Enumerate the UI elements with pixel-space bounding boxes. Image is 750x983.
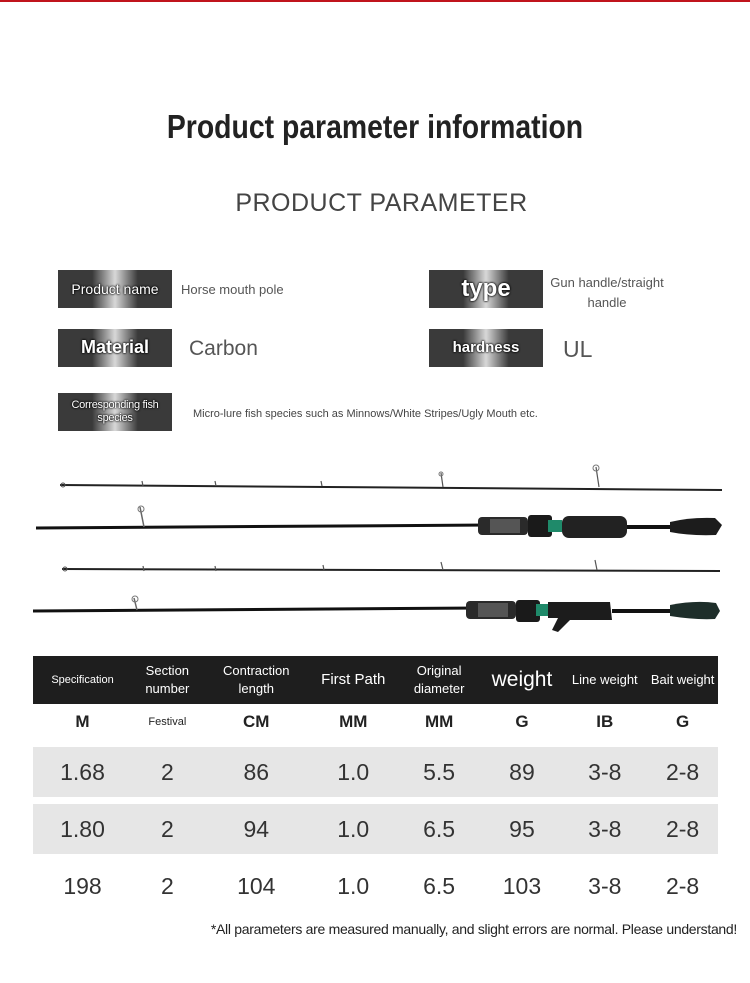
header-specification: Specification bbox=[33, 656, 132, 704]
cell: 5.5 bbox=[397, 747, 482, 797]
cell: 3-8 bbox=[588, 872, 622, 899]
table-row bbox=[33, 747, 718, 797]
cell: 103 bbox=[502, 872, 542, 899]
type-value: Gun handle/straight handle bbox=[550, 275, 664, 310]
header-bait-weight: Bait weight bbox=[647, 656, 718, 704]
unit-cell: G bbox=[515, 712, 529, 731]
material-value: Carbon bbox=[189, 337, 258, 360]
table-header-row bbox=[33, 656, 718, 704]
cell: 2-8 bbox=[647, 804, 718, 854]
unit-cell: Festival bbox=[148, 716, 187, 728]
cell: 1.0 bbox=[337, 872, 370, 899]
unit-cell: MM bbox=[339, 712, 368, 731]
unit-cell: CM bbox=[243, 712, 270, 731]
unit-cell: IB bbox=[596, 712, 614, 731]
cell: 2 bbox=[132, 747, 203, 797]
cell: 1.80 bbox=[33, 804, 132, 854]
product-name-label: Product name bbox=[58, 270, 172, 308]
page-title: Product parameter information bbox=[166, 108, 584, 145]
type-label: type bbox=[429, 270, 543, 308]
cell: 3-8 bbox=[562, 747, 647, 797]
fish-species-value: Micro-lure fish species such as Minnows/White Stripes/Ugly Mouth etc. bbox=[193, 408, 538, 420]
table-row bbox=[33, 861, 718, 911]
cell: 104 bbox=[237, 872, 276, 899]
unit-cell: MM bbox=[424, 712, 454, 731]
page-subtitle: PRODUCT PARAMETER bbox=[235, 189, 528, 217]
cell: 2-8 bbox=[665, 872, 700, 899]
cell: 1.68 bbox=[33, 747, 132, 797]
unit-cell: G bbox=[675, 712, 690, 731]
material-label: Material bbox=[58, 329, 172, 367]
cell: 198 bbox=[63, 872, 102, 899]
top-accent-line bbox=[0, 0, 750, 2]
hardness-value: UL bbox=[563, 336, 593, 362]
rod-2-butt-section bbox=[33, 596, 720, 632]
cell: 95 bbox=[482, 804, 563, 854]
cell: 86 bbox=[203, 747, 310, 797]
header-original-diameter: Original diameter bbox=[397, 656, 482, 704]
table-row bbox=[33, 804, 718, 854]
unit-cell: M bbox=[75, 712, 90, 731]
cell: 2 bbox=[132, 804, 203, 854]
rod-1-butt-section bbox=[36, 506, 722, 538]
header-first-path: First Path bbox=[310, 656, 397, 704]
cell: 6.5 bbox=[423, 872, 456, 899]
rod-2-tip-section bbox=[62, 560, 720, 571]
footnote: *All parameters are measured manually, and slight errors are normal. Please understand! bbox=[210, 921, 737, 937]
cell: 2 bbox=[160, 872, 174, 899]
fish-species-label: Corresponding fish species bbox=[58, 393, 172, 431]
hardness-label: hardness bbox=[429, 329, 543, 367]
cell: 1.0 bbox=[310, 804, 397, 854]
rod-1-tip-section bbox=[60, 465, 722, 490]
cell: 94 bbox=[203, 804, 310, 854]
header-line-weight: Line weight bbox=[562, 656, 647, 704]
cell: 2-8 bbox=[647, 747, 718, 797]
header-contraction-length: Contraction length bbox=[203, 656, 310, 704]
cell: 89 bbox=[482, 747, 563, 797]
cell: 3-8 bbox=[562, 804, 647, 854]
cell: 1.0 bbox=[310, 747, 397, 797]
header-weight: weight bbox=[482, 656, 563, 704]
cell: 6.5 bbox=[397, 804, 482, 854]
table-units-row bbox=[33, 704, 718, 740]
fishing-rods-image bbox=[30, 462, 730, 637]
header-section-number: Section number bbox=[132, 656, 203, 704]
parameter-table bbox=[33, 656, 718, 911]
product-name-value: Horse mouth pole bbox=[181, 282, 284, 297]
